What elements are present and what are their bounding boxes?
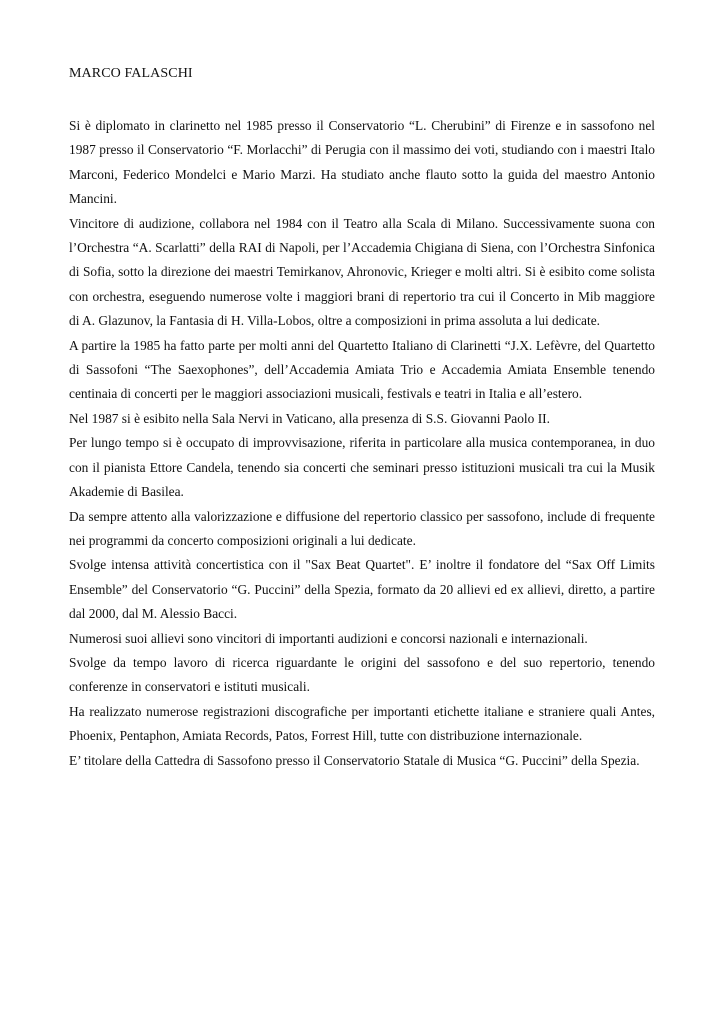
paragraph-orchestras: Vincitore di audizione, collabora nel 1984 con il Teatro alla Scala di Milano. Successivamente suona con l’Orchestra “A. Scarlatti” della RAI di Napoli, per l’Accademia Chigiana di Siena, con l’Orchestra Sinfonica di Sofia, sotto la direzione dei maestri Temirkanov, Ahronovic, Krieger e molti altri. Si è esibito come solista con orchestra, eseguendo numerose volte i maggiori brani di repertorio tra cui il Concerto in Mib maggiore di A. Glazunov, la Fantasia di H. Villa-Lobos, oltre a composizioni in prima assoluta a lui dedicate. [69,215,655,329]
paragraph-repertoire: Da sempre attento alla valorizzazione e diffusione del repertorio classico per sassofono, include di frequente nei programmi da concerto composizioni originali a lui dedicate. [69,508,655,548]
document-body [69,114,655,773]
paragraph-education: Si è diplomato in clarinetto nel 1985 presso il Conservatorio “L. Cherubini” di Firenze e in sassofono nel 1987 presso il Conservatorio “F. Morlacchi” di Perugia con il massimo dei voti, studiando con i maestri Italo Marconi, Federico Mondelci e Mario Marzi. Ha studiato anche flauto sotto la guida del maestro Antonio Mancini. [69,118,655,207]
paragraph-improvisation: Per lungo tempo si è occupato di improvvisazione, riferita in particolare alla musica contemporanea, in duo con il pianista Ettore Candela, tenendo sia concerti che seminari presso istituzioni musicali tra cui la Musik Akademie di Basilea. [69,435,655,500]
paragraph-vatican: Nel 1987 si è esibito nella Sala Nervi in Vaticano, alla presenza di S.S. Giovanni Paolo II. [69,410,550,426]
document-title: MARCO FALASCHI [69,66,193,81]
paragraph-recordings: Ha realizzato numerose registrazioni discografiche per importanti etichette italiane e straniere quali Antes, Phoenix, Pentaphon, Amiata Records, Patos, Forrest Hill, tutte con distribuzione internazionale. [69,703,655,744]
paragraph-research: Svolge da tempo lavoro di ricerca riguardante le origini del sassofono e del suo repertorio, tenendo conferenze in conservatori e istituti musicali. [69,654,655,695]
paragraph-ensembles: A partire la 1985 ha fatto parte per molti anni del Quartetto Italiano di Clarinetti “J.X. Lefèvre, del Quartetto di Sassofoni “The Saexophones”, dell’Accademia Amiata Trio e Accademia Amiata Ensemble tenendo centinaia di concerti per le maggiori associazioni musicali, festivals e teatri in Italia e all’estero. [69,337,655,402]
paragraph-students: Numerosi suoi allievi sono vincitori di importanti audizioni e concorsi nazionali e internazionali. [69,630,588,646]
paragraph-sax-beat-quartet: Svolge intensa attività concertistica con il "Sax Beat Quartet". E’ inoltre il fondatore del “Sax Off Limits Ensemble” del Conservatorio “G. Puccini” della Spezia, formato da 20 allievi ed ex allievi, diretto, a partire dal 2000, dal M. Alessio Bacci. [69,557,655,622]
paragraph-teaching: E’ titolare della Cattedra di Sassofono presso il Conservatorio Statale di Musica “G. Puccini” della Spezia. [69,752,640,768]
